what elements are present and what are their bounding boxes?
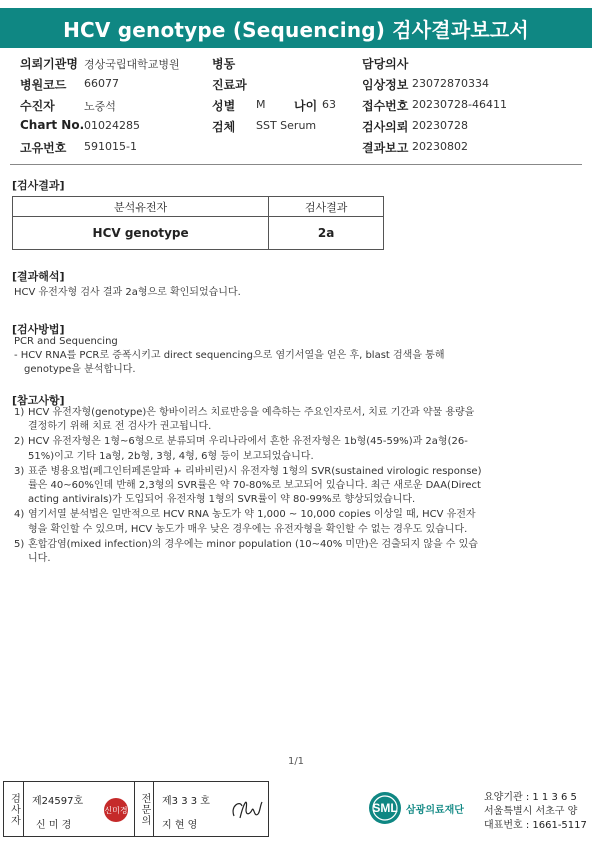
specimen-value: SST Serum	[256, 119, 317, 132]
notes-title: [참고사항]	[12, 394, 65, 407]
method-title: [검사방법]	[12, 323, 65, 336]
note-text: 염기서열 분석법은 일반적으로 HCV RNA 농도가 약 1,000 ~ 10,000 copies 이상일 때, HCV 유전자형을 확인할 수 있으며, HCV 농도가 매우 낮은 경우에는 유전자형을 확인할 수 없는 경우도 있습니다.	[28, 509, 476, 535]
divider	[10, 164, 582, 165]
receipt-value: 20230728-46411	[412, 98, 507, 111]
id-label: 고유번호	[20, 141, 67, 155]
specialist-name: 지 현 영	[162, 820, 198, 831]
patient-value: 노중석	[84, 100, 116, 113]
org-info-line-1: 요양기관 : 1 1 3 6 5	[484, 792, 577, 803]
results-col-gene: 분석유전자	[13, 197, 269, 217]
hospital-code-value: 66077	[84, 77, 119, 90]
specialist-number: 제3 3 3 호	[162, 796, 210, 807]
chart-value: 01024285	[84, 119, 140, 132]
note-item	[14, 508, 484, 536]
note-number: 1)	[14, 407, 25, 418]
note-text: HCV 유전자형(genotype)은 항바이러스 치료반응을 예측하는 주요인자로서, 치료 기간과 약물 용량을 결정하기 위해 치료 전 검사가 권고됩니다.	[28, 407, 475, 433]
sex-value: M	[256, 98, 266, 111]
sml-logo-text: SML	[372, 801, 398, 815]
specialist-label	[134, 782, 154, 836]
note-number: 4)	[14, 509, 25, 521]
clinical-label: 임상정보	[362, 78, 409, 92]
request-label: 검사의뢰	[362, 120, 409, 134]
hospital-code-label: 병원코드	[20, 78, 67, 92]
note-item	[14, 435, 484, 463]
sex-label: 성별	[212, 99, 236, 113]
method-line-2: - HCV RNA를 PCR로 증폭시키고 direct sequencing으로 염기서열을 얻은 후, blast 검색을 통해	[14, 350, 445, 361]
note-item	[14, 538, 484, 566]
id-value: 591015-1	[84, 140, 137, 153]
note-number: 2)	[14, 436, 25, 448]
note-number: 3)	[14, 465, 25, 477]
results-title: [검사결과]	[12, 179, 65, 192]
specimen-label: 검체	[212, 120, 236, 134]
note-text: 표준 병용요법(페그인터페론알파 + 리바비린)시 유전자형 1형의 SVR(sustained virologic response)률은 40~60%인데 반해 2,3형의 SVR률은 약 70-80%로 보고되어 있습니다. 최근 새로운 DAA(Direct acting antivirals)가 도입되어 유전자형 1형의 SVR률이 약 80-99%로 향상되었습니다.	[28, 465, 482, 506]
age-label: 나이	[294, 99, 318, 113]
note-number: 5)	[14, 538, 25, 550]
footer	[0, 773, 592, 847]
report-title: HCV genotype (Sequencing) 검사결과보고서	[0, 8, 592, 48]
org-info	[484, 791, 587, 833]
note-text: HCV 유전자형은 1형~6형으로 분류되며 우리나라에서 흔한 유전자형은 1b형(45-59%)과 2a형(26-51%)이고 기타 1a형, 2b형, 3형, 4형, 6형 등이 보고되었습니다.	[28, 436, 468, 462]
results-gene: HCV genotype	[13, 217, 269, 250]
chart-label: Chart No.	[20, 118, 85, 132]
tester-name: 신 미 경	[36, 820, 72, 831]
report-date-value: 20230802	[412, 140, 468, 153]
sml-logo-icon	[368, 791, 480, 825]
signature-icon	[226, 792, 268, 828]
method-line-3: genotype을 분석합니다.	[24, 364, 136, 375]
org-name: 삼광의료재단	[406, 805, 464, 816]
interpretation-text: HCV 유전자형 검사 결과 2a형으로 확인되었습니다.	[14, 287, 241, 298]
results-value: 2a	[269, 217, 384, 250]
org-info-line-2: 서울특별시 서초구 양	[484, 806, 578, 817]
receipt-label: 접수번호	[362, 99, 409, 113]
org-info-line-3: 대표번호 : 1661-5117	[484, 820, 587, 831]
specialist-label-text: 전문의	[139, 792, 150, 826]
report-date-label: 결과보고	[362, 141, 409, 155]
clinical-value: 23072870334	[412, 77, 489, 90]
age-value: 63	[322, 98, 336, 111]
note-item	[14, 406, 484, 434]
method-line-1: PCR and Sequencing	[14, 336, 118, 347]
page-number: 1/1	[287, 756, 305, 767]
notes-list	[14, 406, 484, 567]
note-text: 혼합감염(mixed infection)의 경우에는 minor population (10~40% 미만)은 검출되지 않을 수 있습니다.	[28, 538, 478, 565]
patient-info	[20, 55, 580, 160]
tester-seal: 신미경	[104, 798, 128, 822]
signature-box	[3, 781, 269, 837]
tester-number: 제24597호	[32, 796, 84, 807]
patient-label: 수진자	[20, 99, 55, 113]
results-col-value: 검사결과	[269, 197, 384, 217]
institution-label: 의뢰기관명	[20, 57, 78, 71]
tester-label	[4, 782, 24, 836]
doctor-label: 담당의사	[362, 57, 409, 71]
results-table	[12, 196, 384, 250]
sml-logo	[368, 791, 480, 829]
department-label: 진료과	[212, 78, 247, 92]
interpretation-title: [결과해석]	[12, 270, 65, 283]
ward-label: 병동	[212, 57, 236, 71]
note-item	[14, 465, 484, 508]
institution-value: 경상국립대학교병원	[84, 58, 180, 71]
request-value: 20230728	[412, 119, 468, 132]
tester-label-text: 검사자	[8, 792, 20, 826]
